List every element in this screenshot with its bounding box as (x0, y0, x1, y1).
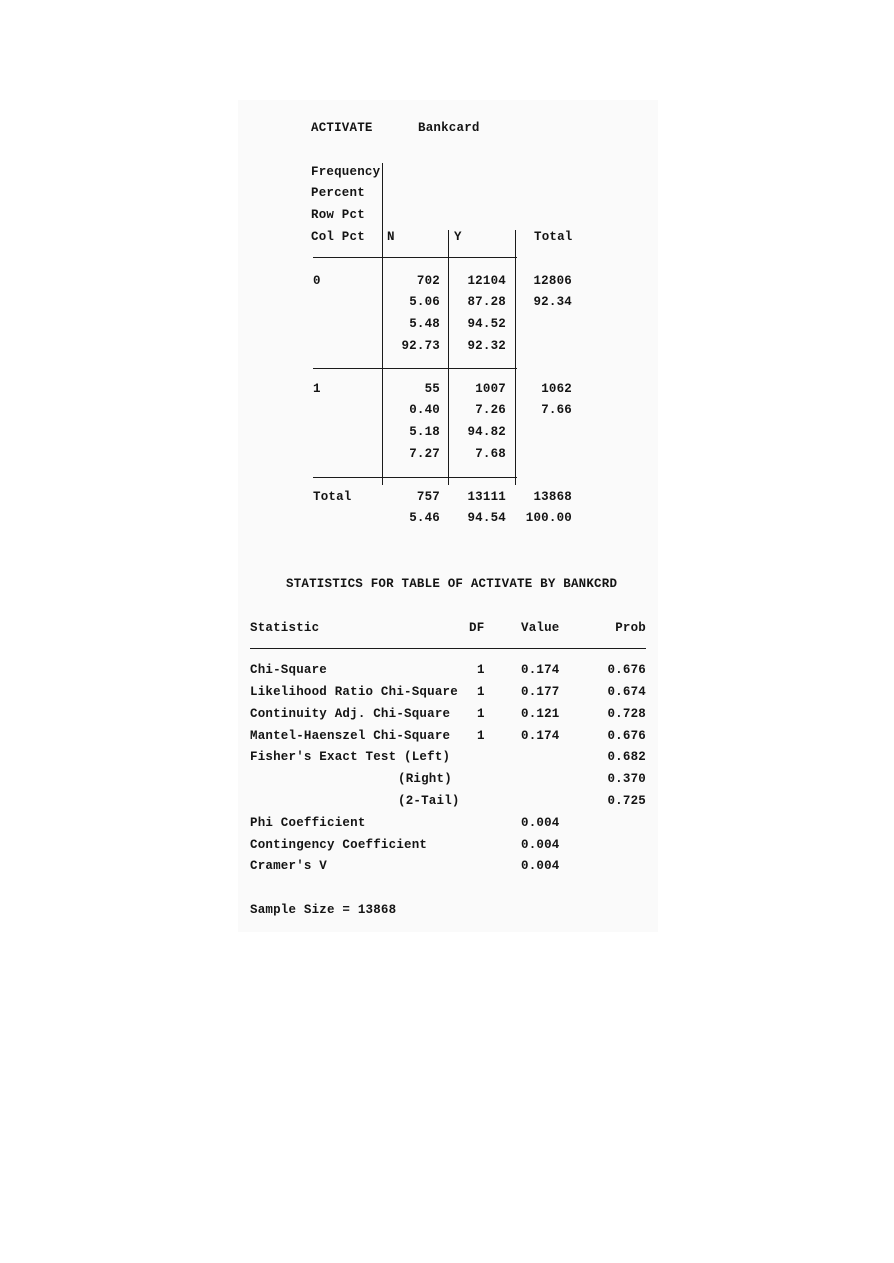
cell-1-n-frequency: 55 (424, 382, 440, 396)
cell-1-y-row-pct: 94.82 (467, 425, 506, 439)
total-n-frequency: 757 (416, 490, 440, 504)
legend-row-pct: Row Pct (311, 208, 365, 222)
cell-0-y-col-pct: 92.32 (467, 339, 506, 353)
stats-header-prob: Prob (615, 621, 646, 635)
stat-df-chi-square: 1 (477, 663, 485, 677)
stat-prob-fisher-left: 0.682 (607, 750, 646, 764)
cell-0-y-row-pct: 94.52 (467, 317, 506, 331)
stat-name-fisher-2-tail: (2-Tail) (398, 794, 460, 808)
stat-value-contingency: 0.004 (521, 838, 560, 852)
row-1-total-frequency: 1062 (541, 382, 572, 396)
row-1-total-percent: 7.66 (541, 403, 572, 417)
legend-percent: Percent (311, 186, 365, 200)
row-0-total-frequency: 12806 (533, 274, 572, 288)
stats-header-df: DF (469, 621, 485, 635)
stats-header-value: Value (521, 621, 560, 635)
cell-0-n-percent: 5.06 (409, 295, 440, 309)
stat-df-likelihood-ratio: 1 (477, 685, 485, 699)
stat-value-likelihood-ratio: 0.177 (521, 685, 560, 699)
stat-prob-likelihood-ratio: 0.674 (607, 685, 646, 699)
stats-header-rule (250, 648, 646, 649)
grand-total-frequency: 13868 (533, 490, 572, 504)
legend-frequency: Frequency (311, 165, 381, 179)
stats-header-statistic: Statistic (250, 621, 320, 635)
header-rule (313, 257, 517, 258)
stat-value-phi: 0.004 (521, 816, 560, 830)
column-variable-name: Bankcard (418, 121, 480, 135)
cell-0-y-frequency: 12104 (467, 274, 506, 288)
stat-prob-fisher-right: 0.370 (607, 772, 646, 786)
cell-0-n-row-pct: 5.48 (409, 317, 440, 331)
stat-name-likelihood-ratio: Likelihood Ratio Chi-Square (250, 685, 458, 699)
cell-1-y-frequency: 1007 (475, 382, 506, 396)
stat-value-cramers-v: 0.004 (521, 859, 560, 873)
stat-name-contingency: Contingency Coefficient (250, 838, 428, 852)
stat-value-chi-square: 0.174 (521, 663, 560, 677)
stat-prob-continuity-adj: 0.728 (607, 707, 646, 721)
column-header-y: Y (454, 230, 462, 244)
stat-name-fisher-right: (Right) (398, 772, 452, 786)
stat-name-chi-square: Chi-Square (250, 663, 328, 677)
stat-name-continuity-adj: Continuity Adj. Chi-Square (250, 707, 451, 721)
stat-value-continuity-adj: 0.121 (521, 707, 560, 721)
stat-df-continuity-adj: 1 (477, 707, 485, 721)
legend-vertical-rule (382, 163, 383, 248)
cell-1-n-percent: 0.40 (409, 403, 440, 417)
column-divider-right (515, 230, 516, 485)
row-separator-rule (313, 368, 517, 369)
cell-0-n-frequency: 702 (416, 274, 440, 288)
column-header-n: N (387, 230, 395, 244)
column-divider-middle (448, 230, 449, 485)
stat-name-phi: Phi Coefficient (250, 816, 366, 830)
stat-value-mantel-haenszel: 0.174 (521, 729, 560, 743)
bottom-rule (313, 477, 517, 478)
total-y-frequency: 13111 (467, 490, 506, 504)
stat-prob-mantel-haenszel: 0.676 (607, 729, 646, 743)
stat-name-cramers-v: Cramer's V (250, 859, 328, 873)
row-label-0: 0 (313, 274, 321, 288)
column-divider-left (382, 248, 383, 485)
stat-df-mantel-haenszel: 1 (477, 729, 485, 743)
statistics-title: STATISTICS FOR TABLE OF ACTIVATE BY BANKCRD (286, 577, 618, 591)
cell-0-y-percent: 87.28 (467, 295, 506, 309)
cell-1-y-col-pct: 7.68 (475, 447, 506, 461)
cell-1-n-col-pct: 7.27 (409, 447, 440, 461)
sample-size: Sample Size = 13868 (250, 903, 397, 917)
row-0-total-percent: 92.34 (533, 295, 572, 309)
stat-name-fisher-left: Fisher's Exact Test (Left) (250, 750, 451, 764)
cell-1-y-percent: 7.26 (475, 403, 506, 417)
total-row-label: Total (313, 490, 352, 504)
row-label-1: 1 (313, 382, 321, 396)
grand-total-percent: 100.00 (525, 511, 572, 525)
row-variable-name: ACTIVATE (311, 121, 373, 135)
stat-prob-chi-square: 0.676 (607, 663, 646, 677)
cell-0-n-col-pct: 92.73 (401, 339, 440, 353)
stat-prob-fisher-2-tail: 0.725 (607, 794, 646, 808)
column-header-total: Total (534, 230, 573, 244)
stat-name-mantel-haenszel: Mantel-Haenszel Chi-Square (250, 729, 451, 743)
total-y-percent: 94.54 (467, 511, 506, 525)
legend-col-pct: Col Pct (311, 230, 365, 244)
total-n-percent: 5.46 (409, 511, 440, 525)
cell-1-n-row-pct: 5.18 (409, 425, 440, 439)
